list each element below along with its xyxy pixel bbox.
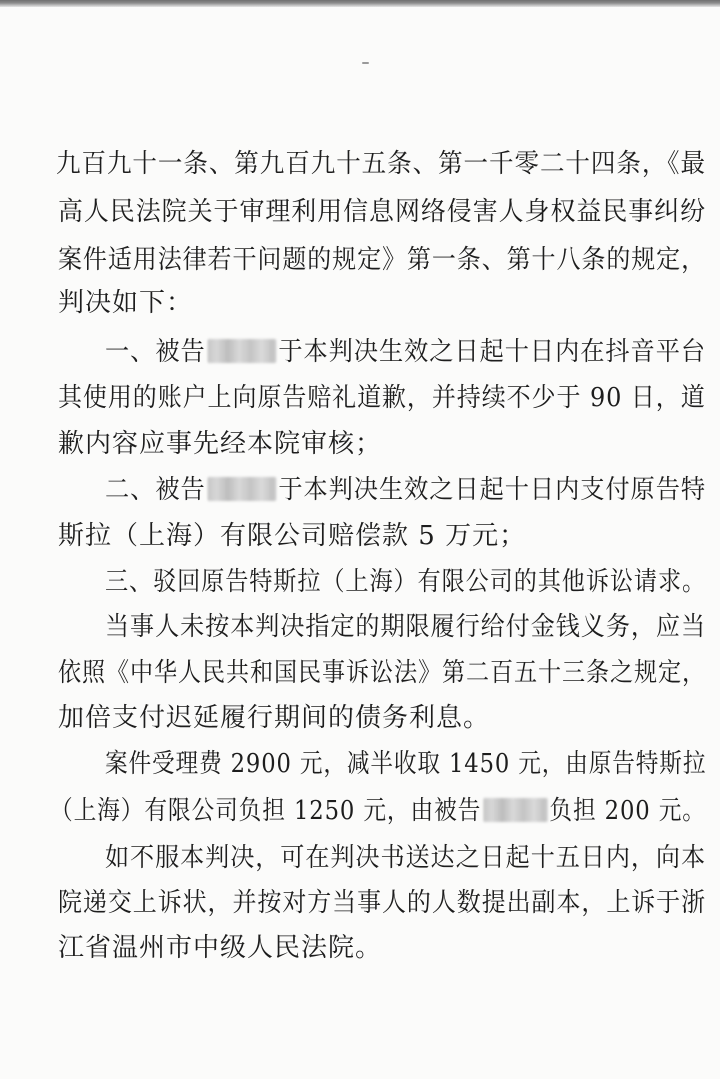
text-line-13: 加倍支付迟延履行期间的债务利息。 xyxy=(58,703,491,733)
text-line-3: 案件适用法律若干问题的规定》第一条、第十八条的规定， xyxy=(58,245,707,275)
text-line-8-suffix: 于本判决生效之日起十日内支付原告特 xyxy=(278,475,707,505)
text-line-10: 三、驳回原告特斯拉（上海）有限公司的其他诉讼请求。 xyxy=(105,567,707,597)
text-line-1: 九百九十一条、第九百九十五条、第一千零二十四条，《最 xyxy=(56,149,707,179)
text-line-7: 歉内容应事先经本院审核； xyxy=(58,429,383,459)
text-line-2: 高人民法院关于审理利用信息网络侵害人身权益民事纠纷 xyxy=(58,197,707,227)
text-line-15-suffix: 负担 200 元。 xyxy=(549,796,706,826)
text-line-9: 斯拉（上海）有限公司赔偿款 5 万元； xyxy=(58,521,527,551)
text-line-15 xyxy=(50,795,706,827)
text-line-18: 江省温州市中级人民法院。 xyxy=(58,933,383,963)
text-line-16: 如不服本判决，可在判决书送达之日起十五日内，向本 xyxy=(105,843,707,873)
redacted-defendant-name xyxy=(483,798,548,822)
text-line-6: 其使用的账户上向原告赔礼道歉，并持续不少于 90 日，道 xyxy=(58,383,706,413)
redacted-defendant-name xyxy=(208,477,277,501)
text-line-5-prefix: 一、被告 xyxy=(105,337,206,367)
text-line-15-prefix: （上海）有限公司负担 1250 元，由被告 xyxy=(50,796,482,826)
scan-speck xyxy=(362,62,369,64)
text-line-5-suffix: 于本判决生效之日起十日内在抖音平台 xyxy=(278,337,707,367)
text-line-14: 案件受理费 2900 元，减半收取 1450 元，由原告特斯拉 xyxy=(105,749,707,779)
text-line-8-prefix: 二、被告 xyxy=(105,475,206,505)
text-line-4: 判决如下： xyxy=(58,288,194,318)
text-line-17: 院递交上诉状，并按对方当事人的人数提出副本，上诉于浙 xyxy=(58,888,707,918)
text-line-8 xyxy=(105,474,706,506)
scan-top-edge xyxy=(0,0,720,7)
text-line-12: 依照《中华人民共和国民事诉讼法》第二百五十三条之规定， xyxy=(58,658,707,688)
text-line-11: 当事人未按本判决指定的期限履行给付金钱义务，应当 xyxy=(105,612,707,642)
text-line-5 xyxy=(105,336,706,368)
redacted-defendant-name xyxy=(208,339,277,363)
